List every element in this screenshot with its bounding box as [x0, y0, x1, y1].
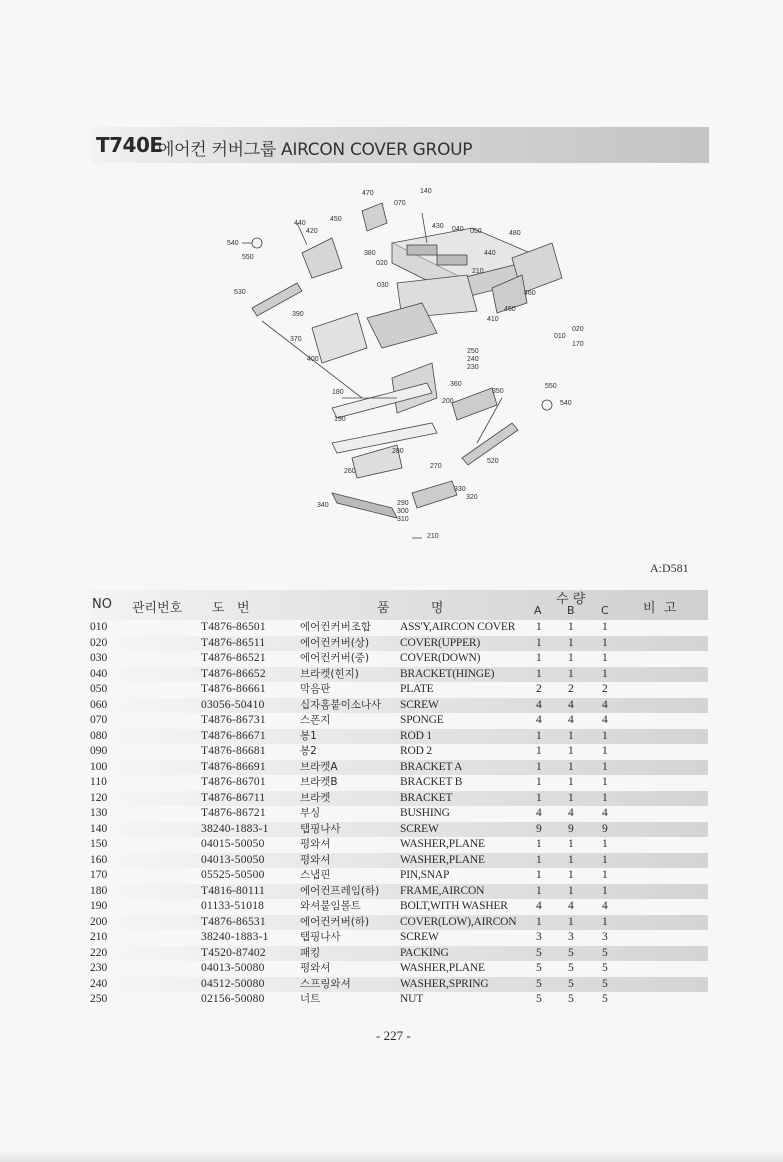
svg-text:310: 310	[397, 516, 409, 523]
svg-text:400: 400	[307, 356, 319, 363]
row-name-korean: 브라켓(힌지)	[300, 667, 359, 680]
row-qty-b: 5	[568, 977, 574, 990]
table-row	[90, 868, 708, 884]
row-qty-c: 2	[602, 683, 608, 695]
row-qty-b: 1	[568, 745, 574, 757]
svg-text:540: 540	[560, 400, 572, 407]
row-part-number: T4876-86511	[201, 636, 266, 649]
row-part-number: T4876-86531	[201, 915, 266, 928]
svg-text:210: 210	[472, 268, 484, 275]
row-name-korean: 평와셔	[300, 838, 331, 850]
row-name-english: ASS'Y,AIRCON COVER	[400, 621, 516, 633]
row-name-english: WASHER,PLANE	[400, 853, 485, 866]
row-qty-a: 4	[536, 900, 542, 912]
row-no: 090	[90, 745, 108, 757]
row-qty-a: 1	[536, 869, 542, 881]
row-name-korean: 부싱	[300, 807, 321, 819]
table-row	[90, 729, 708, 745]
row-no: 120	[90, 791, 108, 804]
row-qty-b: 1	[568, 776, 574, 788]
row-qty-b: 1	[568, 915, 574, 928]
row-qty-a: 1	[536, 884, 542, 897]
row-name-korean: 스프링와셔	[300, 977, 351, 990]
row-qty-a: 5	[536, 962, 542, 974]
row-name-english: FRAME,AIRCON	[400, 884, 485, 897]
row-no: 150	[90, 838, 108, 850]
row-qty-c: 1	[602, 853, 608, 866]
table-row	[90, 915, 708, 931]
row-qty-a: 1	[536, 652, 542, 664]
row-part-number: T4876-86652	[201, 667, 266, 680]
row-qty-a: 2	[536, 683, 542, 695]
row-qty-b: 4	[568, 807, 574, 819]
row-no: 210	[90, 931, 108, 943]
svg-text:540: 540	[227, 240, 239, 247]
row-qty-c: 1	[602, 621, 608, 633]
row-part-number: T4876-86501	[201, 621, 266, 633]
svg-text:070: 070	[394, 200, 406, 207]
row-no: 240	[90, 977, 108, 990]
svg-text:550: 550	[545, 383, 557, 390]
svg-text:290: 290	[397, 500, 409, 507]
row-name-english: BRACKET B	[400, 776, 463, 788]
row-qty-b: 2	[568, 683, 574, 695]
table-row	[90, 837, 708, 853]
row-name-english: BOLT,WITH WASHER	[400, 900, 508, 912]
row-qty-c: 4	[602, 698, 608, 711]
row-part-number: T4876-86721	[201, 807, 266, 819]
svg-text:370: 370	[290, 336, 302, 343]
row-name-korean: 와셔붙임볼트	[300, 900, 361, 912]
row-qty-c: 1	[602, 869, 608, 881]
row-qty-a: 4	[536, 807, 542, 819]
row-name-english: WASHER,PLANE	[400, 962, 485, 974]
row-qty-b: 5	[568, 946, 574, 959]
row-name-english: WASHER,PLANE	[400, 838, 485, 850]
row-name-english: BRACKET(HINGE)	[400, 667, 495, 680]
table-row	[90, 853, 708, 869]
row-qty-c: 9	[602, 822, 608, 835]
row-qty-b: 1	[568, 791, 574, 804]
row-qty-b: 1	[568, 729, 574, 742]
svg-text:440: 440	[294, 220, 306, 227]
row-qty-c: 5	[602, 946, 608, 959]
row-no: 200	[90, 915, 108, 928]
row-no: 010	[90, 621, 108, 633]
row-qty-c: 1	[602, 791, 608, 804]
col-qty: 수 량	[556, 592, 586, 607]
row-no: 040	[90, 667, 108, 680]
row-name-korean: 탭핑나사	[300, 931, 341, 943]
row-qty-a: 1	[536, 915, 542, 928]
table-row	[90, 620, 708, 636]
row-name-english: NUT	[400, 993, 424, 1005]
row-qty-c: 1	[602, 667, 608, 680]
row-no: 060	[90, 698, 108, 711]
row-name-korean: 스폰지	[300, 714, 331, 726]
svg-text:280: 280	[392, 448, 404, 455]
svg-text:380: 380	[364, 250, 376, 257]
row-name-korean: 평와셔	[300, 853, 331, 866]
table-row	[90, 682, 708, 698]
row-no: 080	[90, 729, 108, 742]
row-qty-b: 1	[568, 869, 574, 881]
row-qty-c: 5	[602, 977, 608, 990]
table-row	[90, 930, 708, 946]
row-no: 130	[90, 807, 108, 819]
row-qty-c: 1	[602, 776, 608, 788]
row-qty-c: 1	[602, 915, 608, 928]
row-qty-c: 1	[602, 838, 608, 850]
table-header	[90, 590, 708, 620]
row-name-korean: 에어컨커버(중)	[300, 652, 370, 664]
exploded-parts-diagram	[222, 183, 592, 558]
row-name-english: BRACKET	[400, 791, 453, 804]
table-row	[90, 651, 708, 667]
section-code: T740E	[96, 133, 163, 157]
svg-text:550: 550	[242, 254, 254, 261]
row-qty-c: 5	[602, 993, 608, 1005]
row-name-korean: 스냅핀	[300, 869, 331, 881]
col-a: A	[534, 604, 542, 617]
row-qty-b: 4	[568, 714, 574, 726]
svg-text:340: 340	[317, 502, 329, 509]
row-qty-a: 4	[536, 698, 542, 711]
svg-text:480: 480	[509, 230, 521, 237]
row-no: 070	[90, 714, 108, 726]
svg-text:230: 230	[467, 364, 479, 371]
row-name-korean: 에어컨커버조합	[300, 621, 372, 633]
svg-text:200: 200	[442, 398, 454, 405]
row-name-korean: 탭핑나사	[300, 822, 341, 835]
svg-text:050: 050	[470, 228, 482, 235]
table-row	[90, 636, 708, 652]
row-qty-a: 5	[536, 977, 542, 990]
svg-text:330: 330	[454, 486, 466, 493]
svg-text:300: 300	[397, 508, 409, 515]
row-part-number: T4876-86701	[201, 776, 266, 788]
row-qty-c: 1	[602, 745, 608, 757]
row-qty-a: 3	[536, 931, 542, 943]
row-part-number: 04015-50050	[201, 838, 265, 850]
row-name-korean: 봉1	[300, 729, 317, 742]
row-no: 030	[90, 652, 108, 664]
svg-text:190: 190	[334, 416, 346, 423]
row-no: 170	[90, 869, 108, 881]
row-qty-a: 4	[536, 714, 542, 726]
svg-text:170: 170	[572, 341, 584, 348]
row-part-number: T4876-86521	[201, 652, 266, 664]
row-qty-a: 1	[536, 776, 542, 788]
row-no: 230	[90, 962, 108, 974]
row-part-number: 38240-1883-1	[201, 822, 269, 835]
row-name-korean: 에어컨커버(상)	[300, 636, 370, 649]
table-row	[90, 744, 708, 760]
row-part-number: 38240-1883-1	[201, 931, 269, 943]
row-qty-b: 4	[568, 900, 574, 912]
row-qty-c: 1	[602, 636, 608, 649]
svg-text:430: 430	[432, 223, 444, 230]
row-qty-a: 5	[536, 946, 542, 959]
row-qty-a: 1	[536, 760, 542, 773]
row-name-korean: 봉2	[300, 745, 317, 757]
row-part-number: 04013-50050	[201, 853, 265, 866]
row-qty-c: 5	[602, 962, 608, 974]
col-no: NO	[92, 597, 112, 612]
row-qty-c: 4	[602, 900, 608, 912]
table-row	[90, 946, 708, 962]
row-name-korean: 평와셔	[300, 962, 331, 974]
row-name-korean: 에어컨커버(하)	[300, 915, 370, 928]
row-part-number: 04512-50080	[201, 977, 265, 990]
row-qty-b: 1	[568, 884, 574, 897]
row-name-korean: 패킹	[300, 946, 321, 959]
row-no: 250	[90, 993, 108, 1005]
svg-text:210: 210	[427, 533, 439, 540]
parts-table	[90, 620, 708, 1008]
row-qty-c: 1	[602, 729, 608, 742]
table-row	[90, 791, 708, 807]
table-row	[90, 822, 708, 838]
row-qty-c: 4	[602, 807, 608, 819]
row-qty-b: 1	[568, 853, 574, 866]
svg-text:270: 270	[430, 463, 442, 470]
row-qty-b: 3	[568, 931, 574, 943]
row-name-english: SCREW	[400, 698, 439, 711]
col-remark: 비 고	[643, 601, 677, 616]
row-no: 110	[90, 776, 107, 788]
row-part-number: T4876-86711	[201, 791, 266, 804]
row-name-korean: 너트	[300, 993, 321, 1005]
row-name-english: COVER(DOWN)	[400, 652, 481, 664]
row-part-number: T4876-86671	[201, 729, 266, 742]
row-qty-c: 1	[602, 884, 608, 897]
svg-text:440: 440	[484, 250, 496, 257]
table-row	[90, 713, 708, 729]
row-no: 180	[90, 884, 108, 897]
table-row	[90, 884, 708, 900]
page-number: - 227 -	[376, 1028, 411, 1043]
svg-text:030: 030	[377, 282, 389, 289]
row-qty-a: 1	[536, 729, 542, 742]
svg-text:250: 250	[467, 348, 479, 355]
row-part-number: 03056-50410	[201, 698, 265, 711]
svg-text:460: 460	[524, 290, 536, 297]
svg-text:410: 410	[487, 316, 499, 323]
row-qty-c: 1	[602, 760, 608, 773]
row-no: 160	[90, 853, 108, 866]
row-no: 190	[90, 900, 108, 912]
table-row	[90, 667, 708, 683]
row-qty-a: 1	[536, 838, 542, 850]
row-no: 220	[90, 946, 108, 959]
col-mgmt: 관리번호	[132, 601, 183, 616]
row-name-english: PACKING	[400, 946, 449, 959]
row-qty-a: 5	[536, 993, 542, 1005]
svg-text:020: 020	[376, 260, 388, 267]
svg-text:260: 260	[344, 468, 356, 475]
row-qty-c: 4	[602, 714, 608, 726]
row-name-korean: 브라켓	[300, 791, 331, 804]
row-part-number: T4876-86661	[201, 683, 266, 695]
row-qty-a: 1	[536, 791, 542, 804]
row-part-number: T4876-86731	[201, 714, 266, 726]
col-name: 품 명	[377, 601, 444, 616]
row-part-number: 05525-50500	[201, 869, 265, 881]
col-c: C	[601, 604, 609, 617]
svg-text:450: 450	[330, 216, 342, 223]
svg-text:240: 240	[467, 356, 479, 363]
row-qty-a: 1	[536, 636, 542, 649]
row-name-english: ROD 1	[400, 729, 432, 742]
svg-text:530: 530	[234, 289, 246, 296]
table-row	[90, 899, 708, 915]
row-name-english: PLATE	[400, 683, 434, 695]
row-part-number: T4876-86681	[201, 745, 266, 757]
row-qty-b: 1	[568, 760, 574, 773]
row-qty-b: 4	[568, 698, 574, 711]
row-name-english: COVER(LOW),AIRCON	[400, 915, 517, 928]
row-name-english: BUSHING	[400, 807, 450, 819]
page-edge	[0, 1150, 783, 1162]
row-name-english: WASHER,SPRING	[400, 977, 489, 990]
table-row	[90, 698, 708, 714]
row-qty-c: 1	[602, 652, 608, 664]
svg-text:350: 350	[492, 388, 504, 395]
table-row	[90, 992, 708, 1008]
row-qty-a: 9	[536, 822, 542, 835]
svg-text:420: 420	[306, 228, 318, 235]
svg-text:140: 140	[420, 188, 432, 195]
table-row	[90, 760, 708, 776]
row-qty-a: 1	[536, 853, 542, 866]
row-no: 140	[90, 822, 108, 835]
row-name-english: SCREW	[400, 931, 439, 943]
table-row	[90, 977, 708, 993]
row-part-number: 01133-51018	[201, 900, 265, 912]
row-qty-c: 3	[602, 931, 608, 943]
row-qty-a: 1	[536, 667, 542, 680]
row-no: 050	[90, 683, 108, 695]
row-name-korean: 막음판	[300, 683, 331, 695]
svg-text:020: 020	[572, 326, 584, 333]
row-name-english: PIN,SNAP	[400, 869, 450, 881]
table-row	[90, 961, 708, 977]
svg-text:390: 390	[292, 311, 304, 318]
row-qty-b: 1	[568, 652, 574, 664]
row-qty-b: 1	[568, 621, 574, 633]
row-name-korean: 브라켓A	[300, 760, 338, 773]
row-part-number: 04013-50080	[201, 962, 265, 974]
row-name-korean: 에어컨프레임(하)	[300, 884, 380, 897]
row-qty-b: 5	[568, 962, 574, 974]
row-qty-b: 1	[568, 667, 574, 680]
row-name-english: SPONGE	[400, 714, 444, 726]
row-no: 020	[90, 636, 108, 649]
row-part-number: 02156-50080	[201, 993, 265, 1005]
row-no: 100	[90, 760, 108, 773]
row-name-korean: 십자홈붙이소나사	[300, 698, 382, 711]
svg-text:520: 520	[487, 458, 499, 465]
row-name-english: BRACKET A	[400, 760, 463, 773]
row-name-korean: 브라켓B	[300, 776, 338, 788]
row-qty-a: 1	[536, 621, 542, 633]
row-name-english: ROD 2	[400, 745, 432, 757]
table-row	[90, 806, 708, 822]
svg-text:010: 010	[554, 333, 566, 340]
row-qty-a: 1	[536, 745, 542, 757]
diagram-code: A:D581	[650, 561, 689, 575]
row-part-number: T4520-87402	[201, 946, 266, 959]
row-part-number: T4816-80111	[201, 884, 265, 897]
svg-text:040: 040	[452, 226, 464, 233]
svg-text:470: 470	[362, 190, 374, 197]
row-qty-b: 5	[568, 993, 574, 1005]
col-b: B	[567, 604, 575, 617]
section-title: 에어컨 커버그룹 AIRCON COVER GROUP	[158, 140, 473, 160]
svg-text:320: 320	[466, 494, 478, 501]
row-part-number: T4876-86691	[201, 760, 266, 773]
row-qty-b: 9	[568, 822, 574, 835]
svg-text:180: 180	[332, 389, 344, 396]
svg-text:360: 360	[450, 381, 462, 388]
table-row	[90, 775, 708, 791]
row-qty-b: 1	[568, 838, 574, 850]
col-drawing: 도 번	[212, 601, 250, 616]
row-qty-b: 1	[568, 636, 574, 649]
svg-text:450: 450	[504, 306, 516, 313]
row-name-english: SCREW	[400, 822, 439, 835]
row-name-english: COVER(UPPER)	[400, 636, 481, 649]
